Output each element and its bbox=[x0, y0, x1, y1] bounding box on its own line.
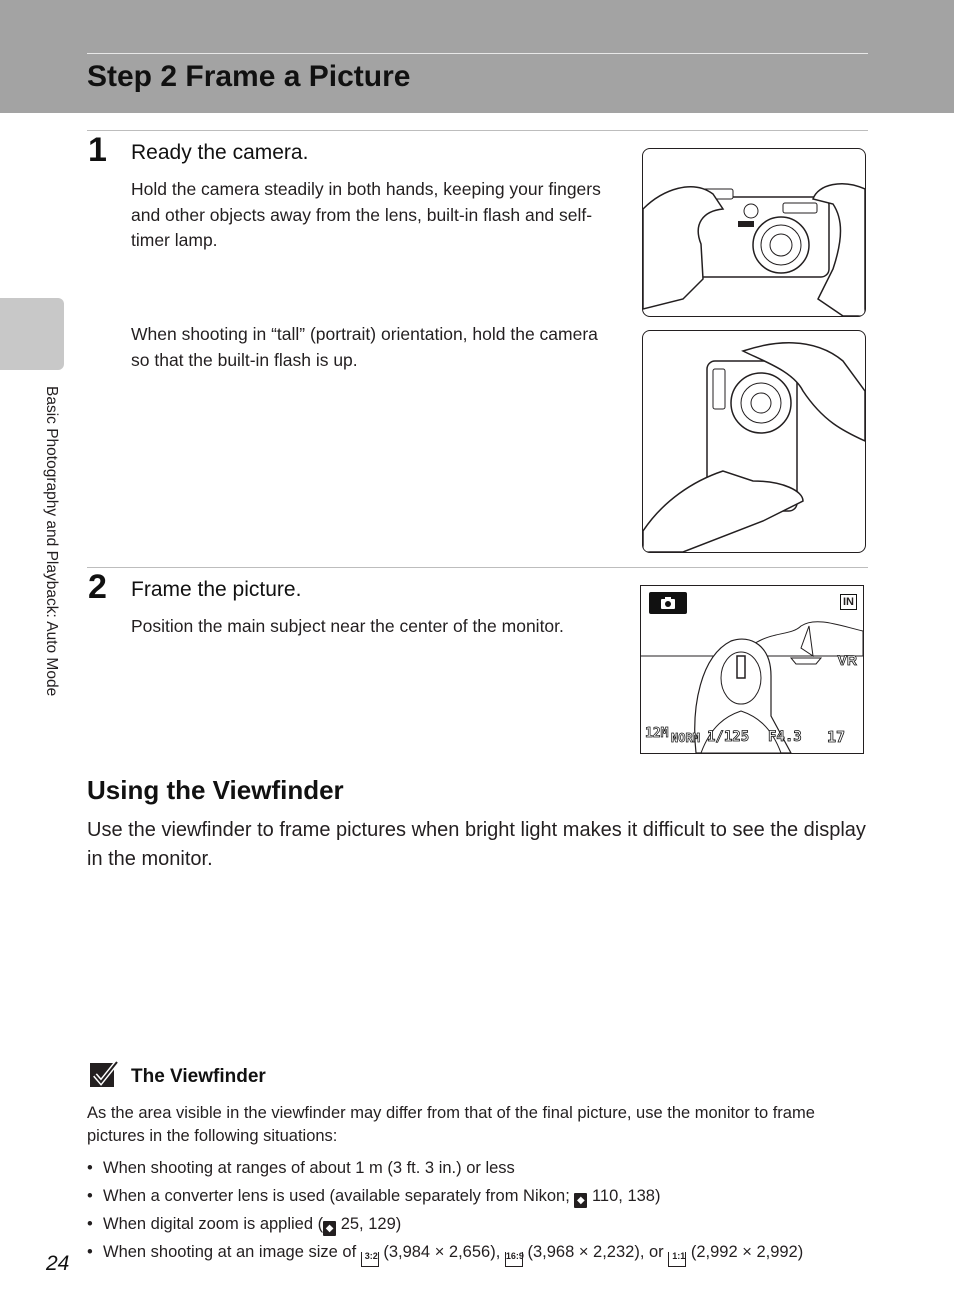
note-title: The Viewfinder bbox=[131, 1066, 266, 1087]
section-title: Using the Viewfinder bbox=[87, 775, 344, 805]
exposures-remaining: 17 bbox=[827, 728, 846, 746]
shutter-speed-readout: 1/125 bbox=[707, 729, 750, 745]
image-size-1-1-icon: 1:1 bbox=[668, 1252, 686, 1267]
page-reference-icon: ◆ bbox=[323, 1221, 336, 1236]
page-number: 24 bbox=[46, 1252, 70, 1275]
list-item: • When a converter lens is used (available separately from Nikon; ◆ 110, 138) bbox=[87, 1187, 661, 1206]
header-rule bbox=[87, 53, 868, 54]
list-item-text: 25, 129) bbox=[336, 1215, 402, 1233]
aperture-readout: F4.3 bbox=[768, 729, 802, 745]
camera-icon bbox=[649, 592, 687, 614]
list-item: • When shooting at ranges of about 1 m (3 ft. 3 in.) or less bbox=[87, 1159, 515, 1177]
step1-title: Ready the camera. bbox=[131, 141, 309, 164]
page-title: Step 2 Frame a Picture bbox=[87, 60, 411, 93]
quality-indicator: NORM bbox=[671, 731, 700, 745]
side-tab-label: Basic Photography and Playback: Auto Mode bbox=[43, 386, 60, 697]
header-band bbox=[0, 0, 954, 113]
list-item: • When shooting at an image size of 3:2 (3,984 × 2,656), 16:9 (3,968 × 2,232), or 1:1 (2,992 × 2,992) bbox=[87, 1238, 887, 1267]
camera-portrait-illustration bbox=[642, 330, 866, 553]
list-item-text: When shooting at an image size of bbox=[103, 1243, 361, 1261]
step2-rule bbox=[87, 567, 868, 568]
internal-memory-icon: IN bbox=[840, 594, 857, 610]
side-tab bbox=[0, 298, 64, 370]
camera-landscape-illustration bbox=[642, 148, 866, 317]
list-item-text: When shooting at ranges of about 1 m (3 ft. 3 in.) or less bbox=[103, 1159, 515, 1177]
step2-paragraph: Position the main subject near the center of the monitor. bbox=[131, 616, 564, 636]
list-item-text: When digital zoom is applied ( bbox=[103, 1215, 324, 1233]
image-size-3-2-icon: 3:2 bbox=[361, 1252, 379, 1267]
list-item-text: (3,968 × 2,232), or bbox=[522, 1243, 669, 1261]
page-reference-icon: ◆ bbox=[574, 1193, 587, 1208]
step2-number: 2 bbox=[88, 568, 107, 606]
monitor-display bbox=[640, 585, 864, 754]
list-item-text: When a converter lens is used (available separately from Nikon; bbox=[103, 1187, 575, 1205]
list-item: • When digital zoom is applied ( ◆ 25, 129) bbox=[87, 1215, 402, 1234]
vr-icon: VR bbox=[837, 652, 857, 668]
note-paragraph: As the area visible in the viewfinder may differ from that of the final picture, use the monitor to frame pictures in the following situations: bbox=[87, 1104, 815, 1145]
list-item-text: (2,992 × 2,992) bbox=[686, 1243, 804, 1261]
image-size-indicator: 12M bbox=[645, 726, 669, 741]
step2-title: Frame the picture. bbox=[131, 578, 302, 601]
step1-paragraph-1: Hold the camera steadily in both hands, keeping your fingers and other objects away from the lens, built-in flash and self-timer lamp. bbox=[131, 179, 601, 250]
hands-holding-camera-illustration bbox=[643, 149, 865, 316]
step1-paragraph-2: When shooting in “tall” (portrait) orientation, hold the camera so that the built-in flash is up. bbox=[131, 324, 598, 370]
situation-list bbox=[87, 1154, 887, 1267]
step1-number: 1 bbox=[88, 131, 107, 169]
checkmark-note-icon bbox=[89, 1060, 119, 1090]
section-paragraph: Use the viewfinder to frame pictures when bright light makes it difficult to see the display in the monitor. bbox=[87, 819, 866, 870]
shooting-mode-badge bbox=[649, 592, 687, 614]
step1-rule bbox=[87, 130, 868, 131]
list-item-text: (3,984 × 2,656), bbox=[378, 1243, 505, 1261]
hands-holding-camera-portrait-illustration bbox=[643, 331, 865, 552]
image-size-16-9-icon: 16:9 bbox=[505, 1252, 523, 1267]
list-item-text: 110, 138) bbox=[587, 1187, 661, 1205]
